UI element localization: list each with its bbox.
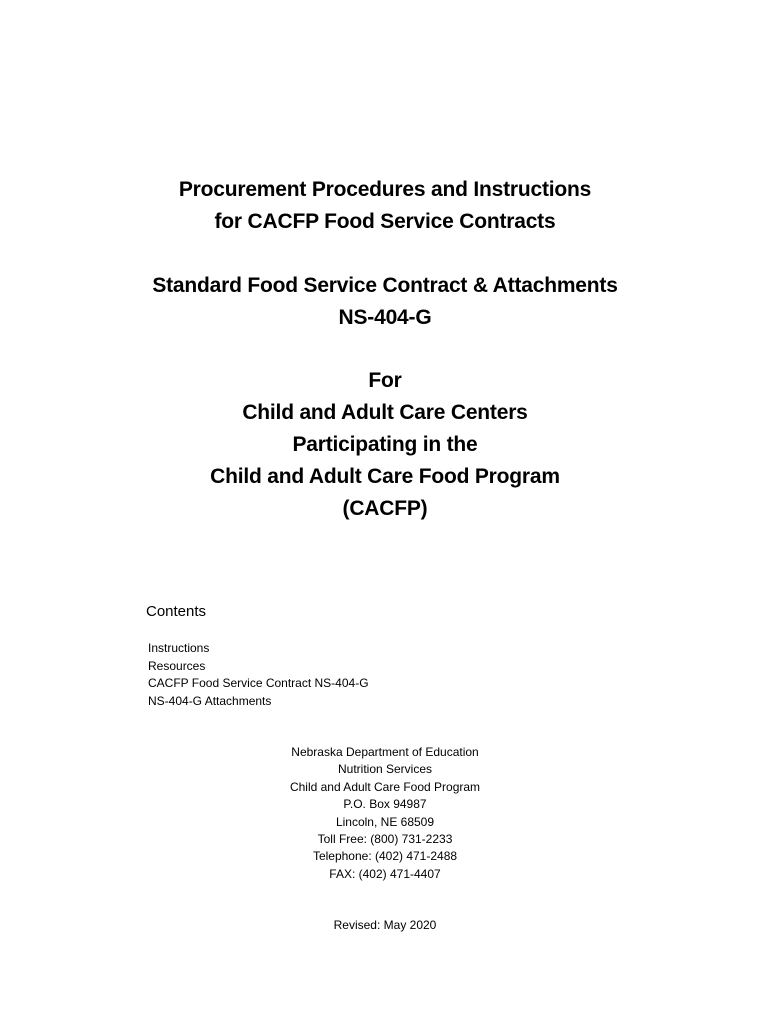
contents-item-attachments: NS-404-G Attachments	[148, 693, 272, 708]
audience-line-5: (CACFP)	[342, 497, 428, 520]
contents-item-contract: CACFP Food Service Contract NS-404-G	[148, 676, 369, 690]
title-line-1: Procurement Procedures and Instructions	[178, 178, 592, 201]
contact-address	[0, 744, 770, 883]
contents-item-resources: Resources	[148, 658, 206, 673]
audience-line-1: For	[368, 369, 402, 392]
document-title	[0, 174, 770, 238]
audience-heading	[0, 365, 770, 525]
audience-line-2: Child and Adult Care Centers	[242, 401, 528, 424]
address-city: Lincoln, NE 68509	[335, 814, 435, 829]
contract-line-1: Standard Food Service Contract & Attachments	[152, 274, 618, 297]
revised-date: Revised: May 2020	[333, 918, 437, 932]
address-telephone: Telephone: (402) 471-2488	[312, 849, 458, 864]
contract-line-2: NS-404-G	[338, 306, 432, 329]
audience-line-3: Participating in the	[292, 433, 478, 456]
contents-label: Contents	[146, 603, 207, 620]
contract-heading	[0, 270, 770, 334]
address-toll-free: Toll Free: (800) 731-2233	[317, 832, 453, 847]
address-org: Nebraska Department of Education	[291, 745, 479, 759]
title-line-2: for CACFP Food Service Contracts	[214, 210, 556, 233]
contents-list	[148, 640, 369, 710]
audience-line-4: Child and Adult Care Food Program	[210, 465, 560, 488]
contents-item-instructions: Instructions	[148, 641, 210, 655]
address-program: Child and Adult Care Food Program	[289, 779, 481, 794]
address-fax: FAX: (402) 471-4407	[329, 866, 441, 881]
address-po-box: P.O. Box 94987	[343, 797, 427, 812]
address-division: Nutrition Services	[337, 762, 433, 777]
